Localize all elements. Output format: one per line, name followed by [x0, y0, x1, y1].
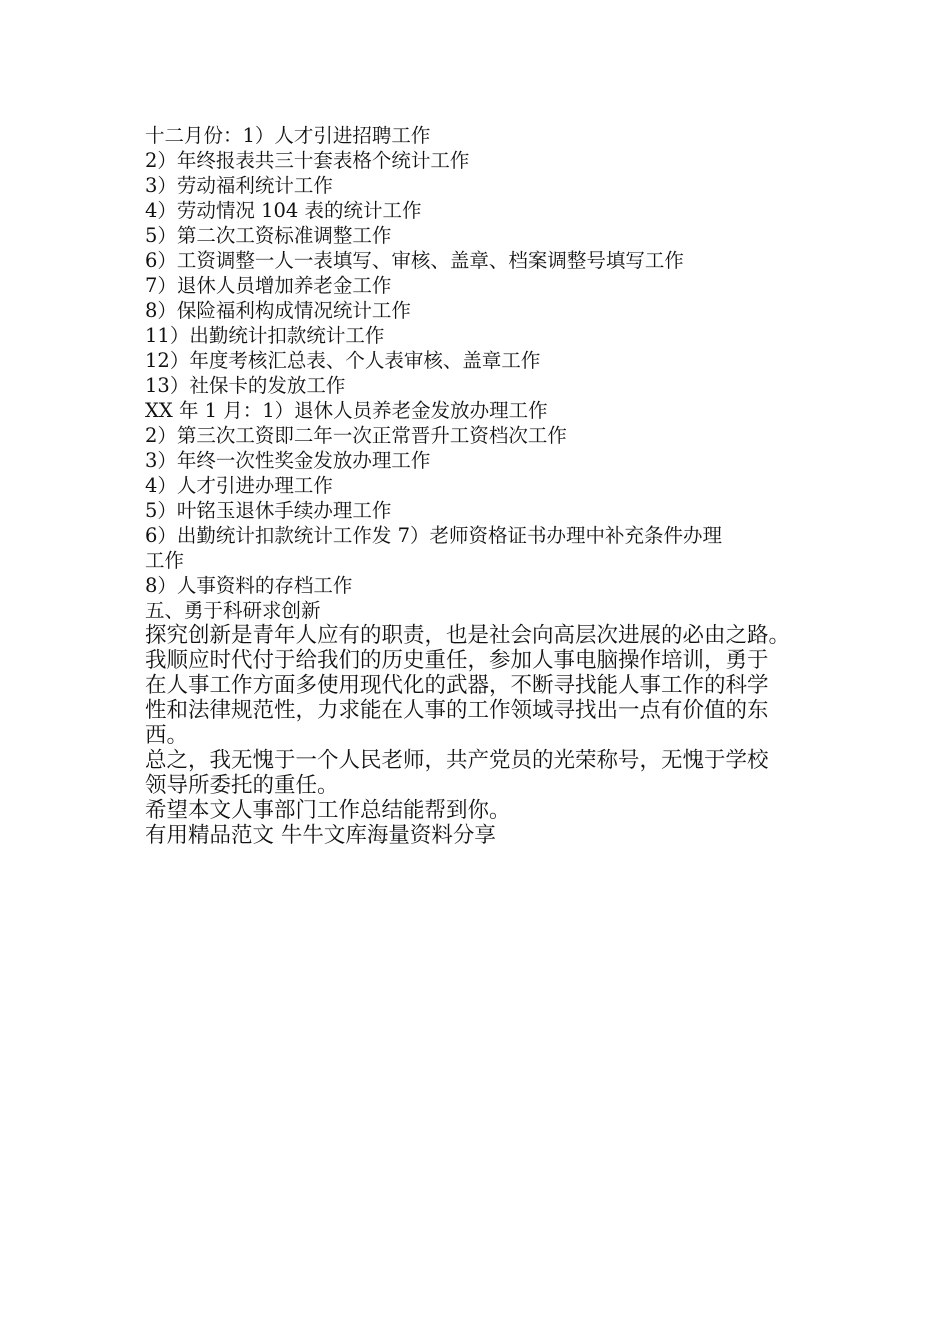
text-line: XX 年 1 月：1）退休人员养老金发放办理工作 [145, 399, 548, 422]
paragraph-line: 总之，我无愧于一个人民老师，共产党员的光荣称号，无愧于学校 [145, 748, 769, 773]
text-line: 8）人事资料的存档工作 [145, 574, 353, 597]
text-line: 13）社保卡的发放工作 [145, 374, 346, 397]
text-line: 十二月份：1）人才引进招聘工作 [145, 124, 431, 147]
text-line: 3）年终一次性奖金发放办理工作 [145, 449, 431, 472]
document-page [145, 123, 810, 848]
footer-line: 有用精品范文 牛牛文库海量资料分享 [145, 823, 496, 848]
text-line: 2）第三次工资即二年一次正常晋升工资档次工作 [145, 424, 567, 447]
text-line: 6）出勤统计扣款统计工作发 7）老师资格证书办理中补充条件办理 [145, 524, 723, 547]
text-line: 4）人才引进办理工作 [145, 474, 333, 497]
text-line: 8）保险福利构成情况统计工作 [145, 299, 411, 322]
paragraph-line: 探究创新是青年人应有的职责，也是社会向高层次进展的必由之路。 [145, 623, 791, 648]
text-line: 12）年度考核汇总表、个人表审核、盖章工作 [145, 349, 541, 372]
text-line: 4）劳动情况 104 表的统计工作 [145, 199, 422, 222]
paragraph-line: 我顺应时代付于给我们的历史重任，参加人事电脑操作培训，勇于 [145, 648, 769, 673]
section-heading: 五、勇于科研求创新 [145, 599, 321, 622]
paragraph-line: 在人事工作方面多使用现代化的武器，不断寻找能人事工作的科学 [145, 673, 769, 698]
paragraph-line: 希望本文人事部门工作总结能帮到你。 [145, 798, 511, 823]
text-line: 工作 [145, 549, 185, 572]
text-line: 11）出勤统计扣款统计工作 [145, 324, 385, 347]
paragraph-line: 西。 [145, 723, 189, 748]
paragraph-line: 性和法律规范性，力求能在人事的工作领域寻找出一点有价值的东 [145, 698, 769, 723]
text-line: 5）叶铭玉退休手续办理工作 [145, 499, 392, 522]
text-line: 6）工资调整一人一表填写、审核、盖章、档案调整号填写工作 [145, 249, 684, 272]
text-line: 7）退休人员增加养老金工作 [145, 274, 392, 297]
paragraph-line: 领导所委托的重任。 [145, 773, 339, 798]
text-line: 5）第二次工资标准调整工作 [145, 224, 392, 247]
text-line: 2）年终报表共三十套表格个统计工作 [145, 149, 470, 172]
text-line: 3）劳动福利统计工作 [145, 174, 333, 197]
